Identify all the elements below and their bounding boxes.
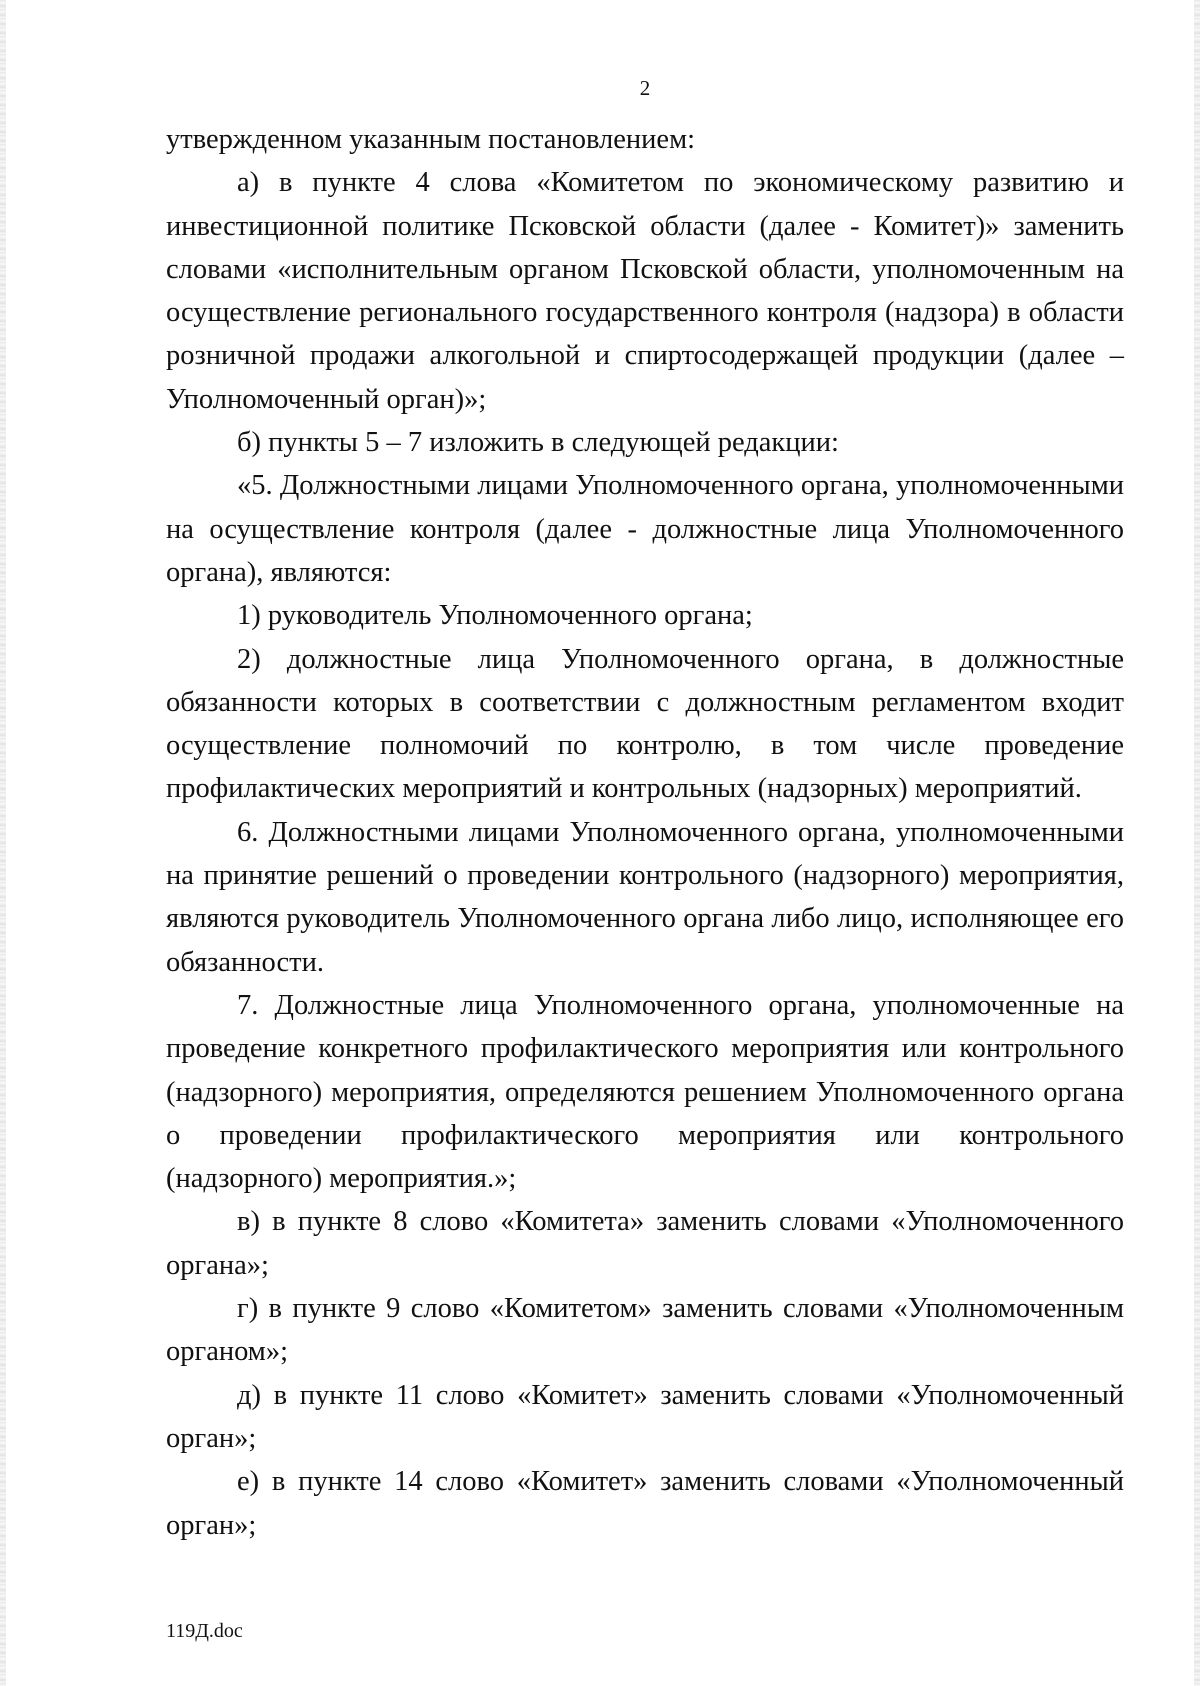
paragraph-clause-5: «5. Должностными лицами Уполномоченного органа, уполномоченными на осуществление контроля (далее - должностные лица Уполномоченного органа), являются: bbox=[166, 470, 1124, 588]
paragraph-item-d: д) в пункте 11 слово «Комитет» заменить словами «Уполномоченный орган»; bbox=[166, 1379, 1124, 1454]
page-number: 2 bbox=[639, 76, 651, 100]
paragraph-item-b: б) пункты 5 – 7 изложить в следующей редакции: bbox=[237, 427, 839, 459]
paragraph-clause-6: 6. Должностными лицами Уполномоченного органа, уполномоченными на принятие решений о проведении контрольного (надзорного) мероприятия, являются руководитель Уполномоченного органа либо лицо, исполняющее его обязанности. bbox=[166, 816, 1124, 978]
paragraph-clause-5-2: 2) должностные лица Уполномоченного органа, в должностные обязанности которых в соответствии с должностным регламентом входит осуществление полномочий по контролю, в том числе проведение профилактических мероприятий и контрольных (надзорных) мероприятий. bbox=[166, 643, 1124, 805]
paragraph-item-e: е) в пункте 14 слово «Комитет» заменить словами «Уполномоченный орган»; bbox=[166, 1466, 1124, 1541]
paragraph-item-v: в) в пункте 8 слово «Комитета» заменить словами «Уполномоченного органа»; bbox=[166, 1206, 1124, 1281]
document-body bbox=[166, 118, 1124, 1547]
paragraph-item-g: г) в пункте 9 слово «Комитетом» заменить словами «Уполномоченным органом»; bbox=[166, 1293, 1124, 1368]
paragraph-clause-5-1: 1) руководитель Уполномоченного органа; bbox=[237, 600, 753, 632]
scan-edge-left bbox=[0, 0, 6, 1686]
paragraph-item-a: а) в пункте 4 слова «Комитетом по экономическому развитию и инвестиционной политике Псковской области (далее - Комитет)» заменить словами «исполнительным органом Псковской области, уполномоченным на осуществление регионального государственного контроля (надзора) в области розничной продажи алкогольной и спиртосодержащей продукции (далее – Уполномоченный орган)»; bbox=[166, 167, 1124, 415]
paragraph-intro: утвержденном указанным постановлением: bbox=[166, 124, 696, 155]
scan-edge-right bbox=[1194, 0, 1200, 1686]
footer-filename: 119Д.doc bbox=[166, 1620, 243, 1642]
paragraph-clause-7: 7. Должностные лица Уполномоченного органа, уполномоченные на проведение конкретного профилактического мероприятия или контрольного (надзорного) мероприятия, определяются решением Уполномоченного органа о проведении профилактического мероприятия или контрольного (надзорного) мероприятия.»; bbox=[166, 989, 1124, 1195]
